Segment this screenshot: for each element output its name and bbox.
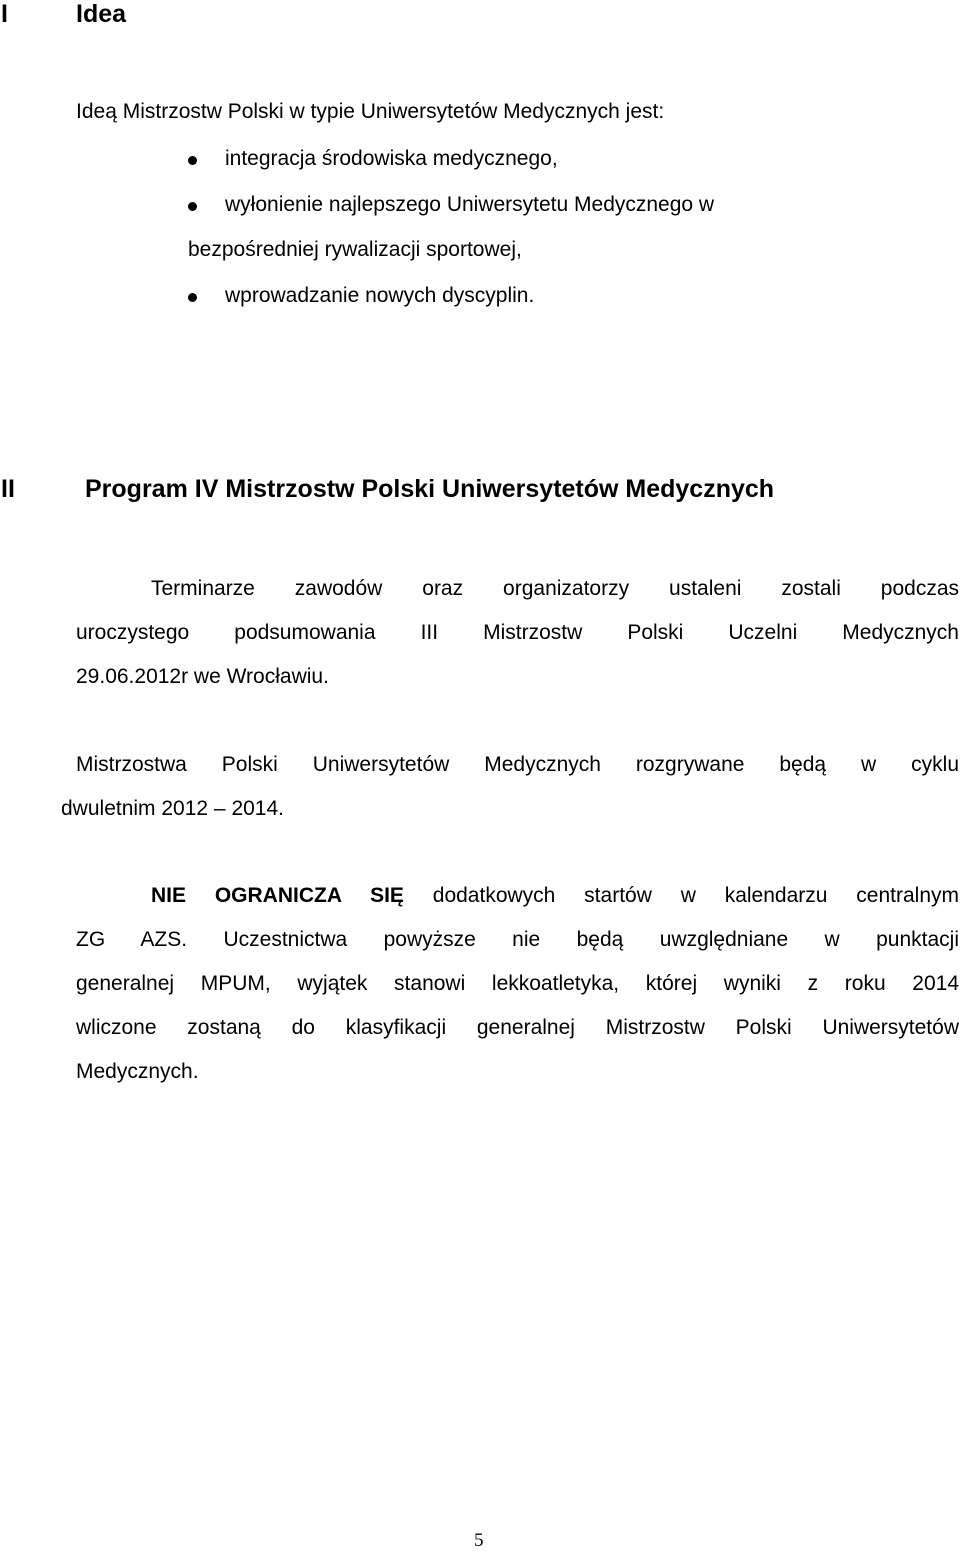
list-item: integracja środowiska medycznego, [225, 147, 558, 170]
paragraph-line: generalnej MPUM, wyjątek stanowi lekkoatletyka, której wyniki z roku 2014 [76, 972, 959, 995]
list-item: wyłonienie najlepszego Uniwersytetu Medycznego w [225, 193, 715, 216]
page-number: 5 [474, 1530, 484, 1551]
paragraph-line: Terminarze zawodów oraz organizatorzy ustaleni zostali podczas [151, 577, 959, 600]
list-item-continuation: bezpośredniej rywalizacji sportowej, [188, 238, 522, 261]
intro-text: Ideą Mistrzostw Polski w typie Uniwersytetów Medycznych jest: [76, 100, 665, 123]
section-title-idea: Idea [76, 0, 127, 28]
emphasis-text: NIE OGRANICZA SIĘ [151, 884, 404, 907]
paragraph-line: Mistrzostwa Polski Uniwersytetów Medycznych rozgrywane będą w cyklu [76, 753, 959, 776]
paragraph-line: 29.06.2012r we Wrocławiu. [76, 665, 329, 688]
bullet-icon [188, 156, 197, 165]
bullet-icon [188, 202, 197, 211]
section-number-2: II [1, 475, 15, 503]
paragraph-line: wliczone zostaną do klasyfikacji generalnej Mistrzostw Polski Uniwersytetów [76, 1016, 959, 1039]
paragraph-line: uroczystego podsumowania III Mistrzostw Polski Uczelni Medycznych [76, 621, 959, 644]
paragraph-line: ZG AZS. Uczestnictwa powyższe nie będą uwzględniane w punktacji [76, 928, 959, 951]
bullet-icon [188, 293, 197, 302]
paragraph-text: dodatkowych startów w kalendarzu centralnym [432, 884, 959, 907]
paragraph-line: Medycznych. [76, 1060, 199, 1083]
paragraph-line [151, 884, 959, 908]
section-title-program: Program IV Mistrzostw Polski Uniwersytetów Medycznych [85, 475, 775, 503]
section-number-1: I [1, 0, 8, 28]
list-item: wprowadzanie nowych dyscyplin. [225, 284, 535, 307]
paragraph-line: dwuletnim 2012 – 2014. [61, 797, 284, 820]
